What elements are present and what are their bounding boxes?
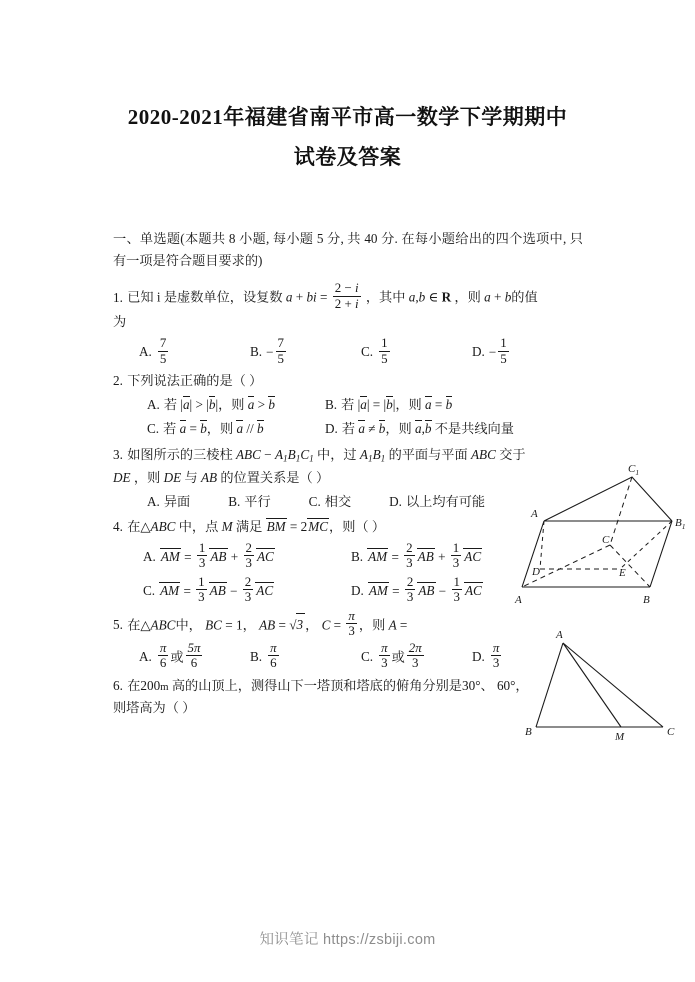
question-3-option-a[interactable]: A. 异面 xyxy=(147,493,191,509)
prism-label-d: D xyxy=(532,566,540,578)
question-2-number: 2. xyxy=(113,372,123,388)
figure-triangular-prism xyxy=(512,463,688,613)
question-3-number: 3. xyxy=(113,446,123,462)
footer-brand: 知识笔记 xyxy=(259,932,319,948)
prism-label-a: A xyxy=(515,594,522,606)
question-1-option-c[interactable]: C. $\frac{1}{5}$ xyxy=(361,335,388,366)
footer-watermark xyxy=(0,928,695,949)
question-4-option-a[interactable]: A. AM = $\frac{1}{3}$ AB + $\frac{2}{3}$ AC xyxy=(143,539,274,571)
question-3-option-d[interactable]: D. 以上均有可能 xyxy=(389,493,486,509)
question-3-option-c[interactable]: C. 相交 xyxy=(308,493,352,509)
question-1-text-before: 已知 i 是虚数单位，设复数 xyxy=(127,289,283,305)
question-5-number: 5. xyxy=(113,617,123,633)
title-line-1: 2020-2021年福建省南平市高一数学下学期期中 xyxy=(127,105,568,129)
figure-triangle-abc xyxy=(508,625,688,750)
question-2-option-a[interactable]: A. 若 |a| > |b|，则 a > b xyxy=(147,396,275,412)
question-4-stem: 4. 在△ABC 中，点 M 满足 BM = 2MC，则（ ） xyxy=(113,519,386,535)
question-5-option-d[interactable]: D. $\frac{\pi}{3}$ xyxy=(472,639,500,671)
section-heading: 一、单选题(本题共 8 小题, 每小题 5 分, 共 40 分. 在每小题给出的四个选项中, 只有一项是符合题目要求的) xyxy=(113,231,583,269)
question-6-continuation: 则塔高为（ ） xyxy=(113,700,196,716)
question-2-option-b[interactable]: B. 若 |a| = |b|，则 a = b xyxy=(325,396,453,412)
prism-label-b: B xyxy=(643,594,650,606)
question-2-options-row-1 xyxy=(113,395,583,415)
question-4-option-b[interactable]: B. AM = $\frac{2}{3}$ AB + $\frac{1}{3}$ AC xyxy=(351,539,482,571)
question-1-option-a[interactable]: A. $\frac{7}{5}$ xyxy=(139,335,167,366)
question-4-option-c[interactable]: C. AM = $\frac{1}{3}$ AB − $\frac{2}{3}$ AC xyxy=(143,573,274,605)
question-1-number: 1. xyxy=(113,289,123,305)
prism-label-c: C xyxy=(602,534,610,546)
question-3-stem-line2: DE ，则 DE 与 AB 的位置关系是（ ） xyxy=(113,470,330,486)
triangle-label-a: A xyxy=(556,629,563,641)
question-2-option-c[interactable]: C. 若 a = b，则 a // b xyxy=(147,421,264,437)
triangle-label-c: C xyxy=(667,726,675,738)
question-1-text-mid: ，其中 xyxy=(365,289,406,305)
question-4-number: 4. xyxy=(113,519,123,535)
question-1-option-d[interactable]: D. − $\frac{1}{5}$ xyxy=(472,335,507,366)
question-2 xyxy=(113,370,583,440)
question-5-option-c[interactable]: C. $\frac{\pi}{3}$ 或 $\frac{2\pi}{3}$ xyxy=(361,639,422,671)
prism-label-b1: $B_1$ xyxy=(675,517,686,531)
page-title xyxy=(0,0,695,177)
question-4-option-d[interactable]: D. AM = $\frac{2}{3}$ AB − $\frac{1}{3}$ AC xyxy=(351,573,482,605)
triangle-label-b: B xyxy=(525,726,532,738)
question-6-stem: 6. 在200m 高的山顶上，测得山下一塔顶和塔底的俯角分别是30°、 60°， xyxy=(113,677,529,693)
question-2-text: 下列说法正确的是（ ） xyxy=(127,372,263,388)
question-2-options-row-2 xyxy=(113,419,583,439)
question-1-fraction: $\frac{2 - i}{2 + i}$ xyxy=(334,280,359,311)
triangle-label-m: M xyxy=(615,731,625,743)
question-3-option-b[interactable]: B. 平行 xyxy=(228,493,271,509)
question-5-option-a[interactable]: A. $\frac{\pi}{6}$ 或 $\frac{5\pi}{6}$ xyxy=(139,639,201,671)
question-2-stem xyxy=(113,370,583,393)
question-1 xyxy=(113,281,583,366)
question-1-text-end: 的值 xyxy=(511,289,538,305)
prism-label-a1: A xyxy=(531,508,538,520)
question-5-stem: 5. 在△ABC中， BC = 1， AB = √3 ， C = $\frac{\pi}{3}$ ，则 A = xyxy=(113,607,408,639)
question-1-continuation: 为 xyxy=(113,314,127,330)
question-2-option-d[interactable]: D. 若 a ≠ b，则 a,b 不是共线向量 xyxy=(325,421,514,437)
question-5-option-b[interactable]: B. $\frac{\pi}{6}$ xyxy=(250,639,277,671)
question-1-options xyxy=(113,336,583,366)
footer-url: https://zsbiji.com xyxy=(322,932,436,948)
question-1-stem: 1. 已知 i 是虚数单位，设复数 a + bi = $\frac{2 - i}{2 + i}$ ，其中 a,b ∈ R ，则 a + b的值 xyxy=(113,280,538,311)
prism-label-e: E xyxy=(619,567,626,579)
question-1-option-b[interactable]: B. − $\frac{7}{5}$ xyxy=(250,335,284,366)
question-1-text-after: ，则 xyxy=(454,289,481,305)
prism-label-c1: $C_1$ xyxy=(628,463,640,477)
title-line-2: 试卷及答案 xyxy=(293,145,402,169)
question-3-stem: 3. 如图所示的三棱柱 ABC − $A_1B_1C_1$ 中，过 $A_1B_1$ 的平面与平面 ABC 交于 xyxy=(113,446,526,464)
question-6-number: 6. xyxy=(113,677,123,693)
